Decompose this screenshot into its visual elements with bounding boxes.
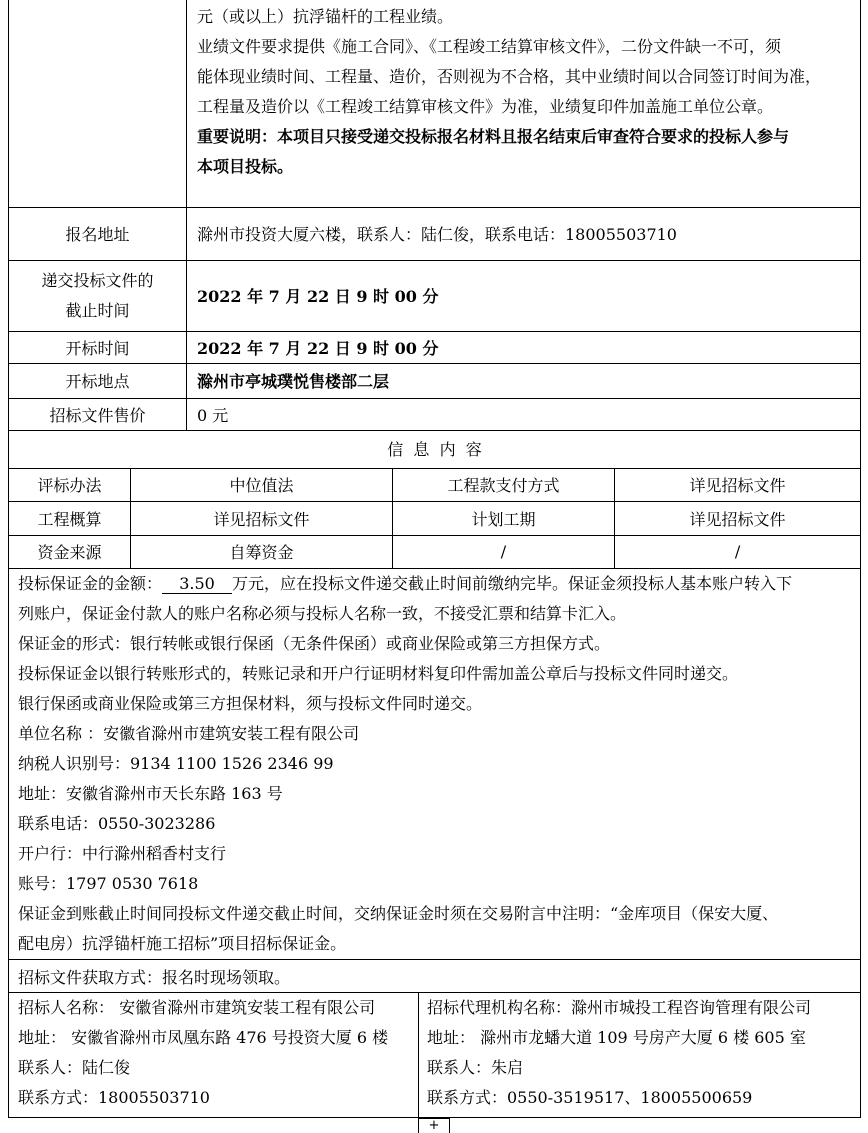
deadline-label-line: 递交投标文件的 [41,270,154,290]
info-cell: 计划工期 [393,501,615,535]
deadline-label [9,260,187,331]
deposit-line: 地址：安徽省滁州市天长东路 163 号 [18,784,283,803]
deposit-line: 投标保证金以银行转账形式的，转账记录和开户行证明材料复印件需加盖公章后与投标文件同时递交。 [18,664,739,683]
tender-info-table [8,0,861,431]
open-time-label: 开标时间 [9,331,187,363]
deposit-line: 配电房）抗浮锚杆施工招标”项目招标保证金。 [18,934,347,953]
info-header: 信 息 内 容 [9,430,861,468]
doc-price-value: 0 元 [187,398,861,430]
qualification-line: 元（或以上）抗浮锚杆的工程业绩。 [197,7,454,26]
info-cell: 资金来源 [9,535,131,568]
deposit-line: 开户行：中行滁州稻香村支行 [18,844,227,863]
deposit-line: 联系电话：0550-3023286 [18,814,216,833]
deposit-line: 列账户，保证金付款人的账户名称必须与投标人名称一致，不接受汇票和结算卡汇入。 [18,604,627,623]
tenderer-contact: 联系人：陆仁俊 [18,1058,131,1077]
info-cell: 工程款支付方式 [393,468,615,501]
deadline-value: 2022 年 7 月 22 日 9 时 00 分 [187,260,861,331]
deposit-line: 账号：1797 0530 7618 [18,874,199,893]
table-add-row-icon[interactable]: + [418,1118,450,1133]
important-note: 重要说明：本项目只接受递交投标报名材料且报名结束后审查符合要求的投标人参与 [197,127,790,146]
deposit-amount-prefix: 投标保证金的金额： [18,574,163,593]
info-cell: 评标办法 [9,468,131,501]
obtain-method: 招标文件获取方式：报名时现场领取。 [9,960,861,993]
qualification-cell [187,0,861,207]
qualification-line: 业绩文件要求提供《施工合同》、《工程竣工结算审核文件》，二份文件缺一不可，须 [197,37,782,56]
info-cell: / [393,535,615,568]
deposit-contact-table [8,568,861,1118]
qualification-line: 工程量及造价以《工程竣工结算审核文件》为准，业绩复印件加盖施工单位公章。 [197,97,774,116]
deposit-line: 保证金的形式：银行转帐或银行保函（无条件保函）或商业保险或第三方担保方式。 [18,634,611,653]
tenderer-name: 招标人名称： 安徽省滁州市建筑安装工程有限公司 [18,998,376,1017]
qualification-label-cell [9,0,187,207]
info-cell: 工程概算 [9,501,131,535]
info-cell: 中位值法 [131,468,393,501]
important-note: 本项目投标。 [197,157,294,176]
doc-price-label: 招标文件售价 [9,398,187,430]
deposit-line: 纳税人识别号：9134 1100 1526 2346 99 [18,754,334,773]
deposit-line: 银行保函或商业保险或第三方担保材料，须与投标文件同时递交。 [18,694,483,713]
open-time-value: 2022 年 7 月 22 日 9 时 00 分 [187,331,861,363]
qualification-line: 能体现业绩时间、工程量、造价，否则视为不合格，其中业绩时间以合同签订时间为准， [197,67,822,86]
deposit-line: 保证金到账截止时间同投标文件递交截止时间，交纳保证金时须在交易附言中注明：“金库项目（保安大厦、 [18,904,779,923]
deposit-amount-value: 3.50 [162,575,232,594]
agent-address: 地址： 滁州市龙蟠大道 109 号房产大厦 6 楼 605 室 [427,1028,806,1047]
deposit-amount-suffix: 万元，应在投标文件递交截止时间前缴纳完毕。保证金须投标人基本账户转入下 [232,574,793,593]
agent-phone: 联系方式：0550-3519517、18005500659 [427,1088,753,1107]
info-cell: / [615,535,861,568]
agent-contact: 联系人：朱启 [427,1058,524,1077]
agent-cell [419,993,861,1118]
info-cell: 详见招标文件 [615,501,861,535]
tenderer-address: 地址： 安徽省滁州市凤凰东路 476 号投资大厦 6 楼 [18,1028,389,1047]
tenderer-cell [9,993,419,1118]
info-cell: 详见招标文件 [131,501,393,535]
deposit-line: 单位名称 ：安徽省滁州市建筑安装工程有限公司 [18,724,360,743]
reg-address-label: 报名地址 [9,207,187,260]
deposit-cell [9,568,861,960]
deposit-amount-line [18,569,860,599]
info-cell: 自筹资金 [131,535,393,568]
agent-name: 招标代理机构名称：滁州市城投工程咨询管理有限公司 [427,998,812,1017]
info-content-table [8,430,861,569]
info-cell: 详见招标文件 [615,468,861,501]
open-place-label: 开标地点 [9,363,187,398]
tenderer-phone: 联系方式：18005503710 [18,1088,210,1107]
open-place-value: 滁州市亭城璞悦售楼部二层 [187,363,861,398]
reg-address-value: 滁州市投资大厦六楼，联系人：陆仁俊，联系电话：18005503710 [187,207,861,260]
deadline-label-line: 截止时间 [65,300,130,320]
